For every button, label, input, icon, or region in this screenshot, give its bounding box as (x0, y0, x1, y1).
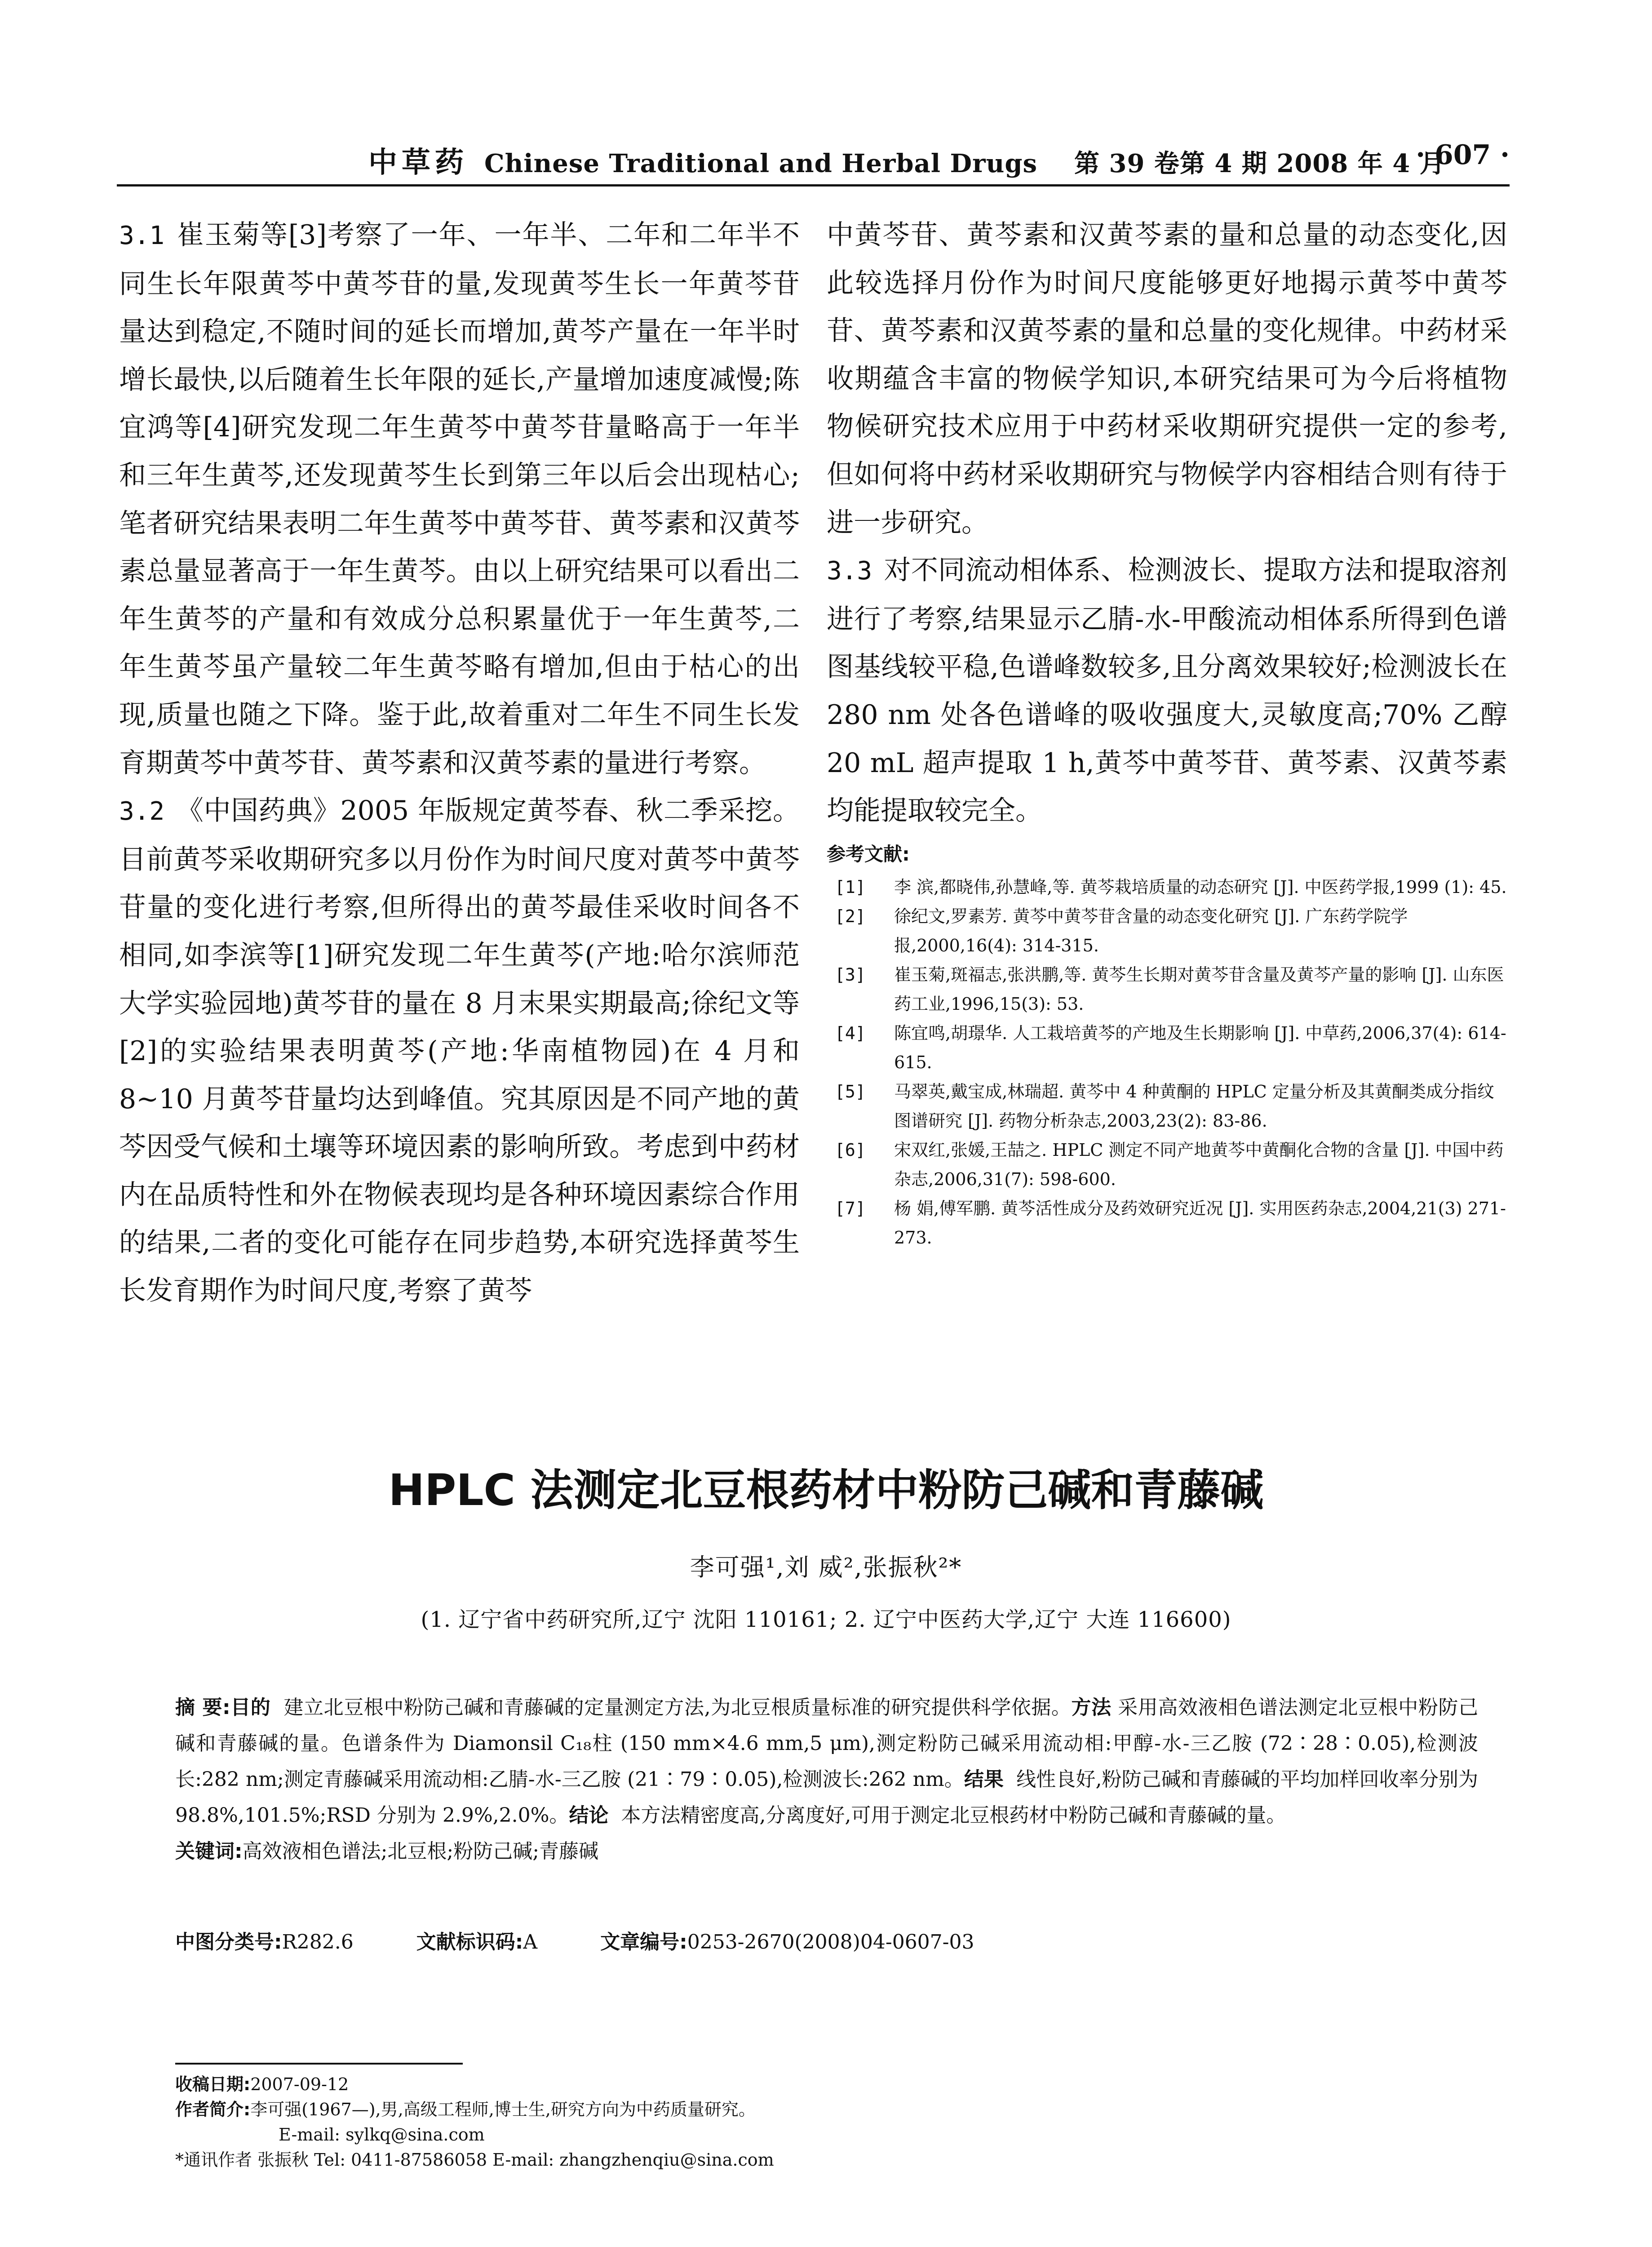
section-number: 3.3 (827, 556, 873, 586)
reference-number: [2] (835, 906, 866, 926)
received-date-line (175, 2072, 774, 2097)
running-header (117, 135, 1510, 187)
section-number: 3.2 (119, 797, 165, 826)
conclusion-label: 结论 (569, 1804, 609, 1827)
footnote (175, 2072, 774, 2172)
reference-text: 徐纪文,罗素芳. 黄芩中黄芩苷含量的动态变化研究 [J]. 广东药学院学报,2000,16(4): 314-315. (894, 906, 1408, 955)
abstract-label: 摘 要: (175, 1696, 230, 1719)
received-date: 2007-09-12 (250, 2074, 349, 2094)
keywords-label: 关键词: (175, 1840, 243, 1863)
author-bio-label: 作者简介: (175, 2100, 251, 2119)
reference-item (827, 902, 1507, 960)
references-heading: 参考文献: (827, 843, 910, 865)
result-label: 结果 (964, 1768, 1004, 1791)
affiliation-line: (1. 辽宁省中药研究所,辽宁 沈阳 110161; 2. 辽宁中医药大学,辽宁 大连 116600) (421, 1607, 1231, 1632)
keywords-line (175, 1834, 1478, 1870)
issue-info: 第 39 卷第 4 期 2008 年 4 月 (1074, 149, 1445, 178)
abstract-body (175, 1690, 1478, 1834)
reference-number: [1] (835, 877, 866, 897)
author-bio: 李可强(1967—),男,高级工程师,博士生,研究方向为中药质量研究。 (250, 2100, 756, 2119)
received-label: 收稿日期: (175, 2074, 251, 2094)
method-text: 采用高效液相色谱法测定北豆根中粉防己碱和青藤碱的量。色谱条件为 Diamonsil C₁₈柱 (150 mm×4.6 mm,5 μm),测定粉防己碱采用流动相:甲醇-水-三乙胺 (72∶28∶0.05),检测波长:282 nm;测定青藤碱采用流动相:乙腈-水-三乙胺 (21∶79∶0.05),检测波长:262 nm。 (175, 1696, 1478, 1791)
section-3-2-continued (827, 211, 1507, 546)
journal-name-cn: 中草药 (368, 146, 468, 179)
reference-text: 杨 娟,傅军鹏. 黄芩活性成分及药效研究近况 [J]. 实用医药杂志,2004,21(3) 271-273. (894, 1198, 1506, 1248)
section-text: 崔玉菊等[3]考察了一年、一年半、二年和二年半不同生长年限黄芩中黄芩苷的量,发现黄芩生长一年黄芩苷量达到稳定,不随时间的延长而增加,黄芩产量在一年半时增长最快,以后随着生长年限的延长,产量增加速度减慢;陈宜鸿等[4]研究发现二年生黄芩中黄芩苷量略高于一年半和三年生黄芩,还发现黄芩生长到第三年以后会出现枯心;笔者研究结果表明二年生黄芩中黄芩苷、黄芩素和汉黄芩素总量显著高于一年生黄芩。由以上研究结果可以看出二年生黄芩的产量和有效成分总积累量优于一年生黄芩,二年生黄芩虽产量较二年生黄芩略有增加,但由于枯心的出现,质量也随之下降。鉴于此,故着重对二年生不同生长发育期黄芩中黄芩苷、黄芩素和汉黄芩素的量进行考察。 (119, 219, 800, 779)
reference-text: 陈宜鸣,胡璟华. 人工栽培黄芩的产地及生长期影响 [J]. 中草药,2006,37(4): 614-615. (894, 1023, 1506, 1072)
abstract (175, 1690, 1478, 1870)
reference-item (827, 960, 1507, 1019)
reference-number: [4] (835, 1023, 866, 1043)
reference-item (827, 873, 1507, 902)
reference-item (827, 1136, 1507, 1194)
journal-header (368, 139, 1445, 181)
reference-text: 宋双红,张媛,王喆之. HPLC 测定不同产地黄芩中黄酮化合物的含量 [J]. 中国中药杂志,2006,31(7): 598-600. (894, 1140, 1504, 1189)
section-3-3 (827, 546, 1507, 835)
doc-code-value: A (523, 1931, 538, 1954)
reference-item (827, 1019, 1507, 1077)
corresponding-author: *通讯作者 张振秋 Tel: 0411-87586058 E-mail: zhangzhenqiu@sina.com (175, 2150, 774, 2170)
section-text: 中黄芩苷、黄芩素和汉黄芩素的量和总量的动态变化,因此较选择月份作为时间尺度能够更好地揭示黄芩中黄芩苷、黄芩素和汉黄芩素的量和总量的变化规律。中药材采收期蕴含丰富的物候学知识,本研究结果可为今后将植物物候研究技术应用于中药材采收期研究提供一定的参考,但如何将中药材采收期研究与物候学内容相结合则有待于进一步研究。 (827, 219, 1507, 538)
section-3-2 (119, 787, 800, 1315)
section-3-1 (119, 211, 800, 787)
objective-text: 建立北豆根中粉防己碱和青藤碱的定量测定方法,为北豆根质量标准的研究提供科学依据。 (283, 1696, 1072, 1719)
clc-label: 中图分类号: (175, 1931, 282, 1954)
conclusion-text: 本方法精密度高,分离度好,可用于测定北豆根药材中粉防己碱和青藤碱的量。 (621, 1804, 1286, 1827)
section-number: 3.1 (119, 221, 165, 250)
objective-label: 目的 (230, 1696, 271, 1719)
doc-code-label: 文献标识码: (416, 1931, 523, 1954)
reference-text: 马翠英,戴宝成,林瑞超. 黄芩中 4 种黄酮的 HPLC 定量分析及其黄酮类成分指纹图谱研究 [J]. 药物分析杂志,2003,23(2): 83-86. (894, 1081, 1494, 1131)
reference-item (827, 1077, 1507, 1136)
left-column (119, 211, 800, 1315)
footnote-divider (175, 2063, 463, 2065)
reference-number: [3] (835, 964, 866, 985)
right-column (827, 211, 1507, 1252)
article-number-label: 文章编号: (600, 1931, 687, 1954)
clc-value: R282.6 (282, 1931, 354, 1954)
reference-item (827, 1194, 1507, 1252)
author-line: 李可强¹,刘 威²,张振秋²* (690, 1553, 962, 1581)
classification-line (175, 1926, 974, 1954)
reference-number: [7] (835, 1198, 866, 1218)
article-number-value: 0253-2670(2008)04-0607-03 (687, 1931, 974, 1954)
result-text: 线性良好,粉防己碱和青藤碱的平均加样回收率分别为 98.8%,101.5%;RSD 分别为 2.9%,2.0%。 (175, 1768, 1478, 1827)
author-bio-line (175, 2097, 774, 2122)
author-email: E-mail: sylkq@sina.com (279, 2125, 485, 2145)
method-label: 方法 (1071, 1696, 1112, 1719)
reference-list (827, 873, 1507, 1252)
reference-number: [6] (835, 1140, 866, 1160)
journal-name-en: Chinese Traditional and Herbal Drugs (484, 149, 1038, 178)
section-text: 《中国药典》2005 年版规定黄芩春、秋二季采挖。目前黄芩采收期研究多以月份作为时间尺度对黄芩中黄芩苷量的变化进行考察,但所得出的黄芩最佳采收时间各不相同,如李滨等[1]研究发现二年生黄芩(产地:哈尔滨师范大学实验园地)黄芩苷的量在 8 月末果实期最高;徐纪文等[2]的实验结果表明黄芩(产地:华南植物园)在 4 月和 8~10 月黄芩苷量均达到峰值。究其原因是不同产地的黄芩因受气候和土壤等环境因素的影响所致。考虑到中药材内在品质特性和外在物候表现均是各种环境因素综合作用的结果,二者的变化可能存在同步趋势,本研究选择黄芩生长发育期作为时间尺度,考察了黄芩 (119, 795, 800, 1307)
reference-text: 崔玉菊,斑福志,张洪鹏,等. 黄芩生长期对黄芩苷含量及黄芩产量的影响 [J]. 山东医药工业,1996,15(3): 53. (894, 964, 1504, 1014)
keywords-text: 高效液相色谱法;北豆根;粉防己碱;青藤碱 (242, 1840, 599, 1863)
reference-text: 李 滨,都晓伟,孙慧峰,等. 黄芩栽培质量的动态研究 [J]. 中医药学报,1999 (1): 45. (894, 877, 1507, 897)
reference-number: [5] (835, 1081, 866, 1101)
article-title: HPLC 法测定北豆根药材中粉防己碱和青藤碱 (388, 1465, 1264, 1515)
page-number: · 607 · (1416, 139, 1510, 171)
section-text: 对不同流动相体系、检测波长、提取方法和提取溶剂进行了考察,结果显示乙腈-水-甲酸流动相体系所得到色谱图基线较平稳,色谱峰数较多,且分离效果较好;检测波长在 280 nm 处各色谱峰的吸收强度大,灵敏度高;70% 乙醇 20 mL 超声提取 1 h,黄芩中黄芩苷、黄芩素、汉黄芩素均能提取较完全。 (827, 555, 1507, 827)
